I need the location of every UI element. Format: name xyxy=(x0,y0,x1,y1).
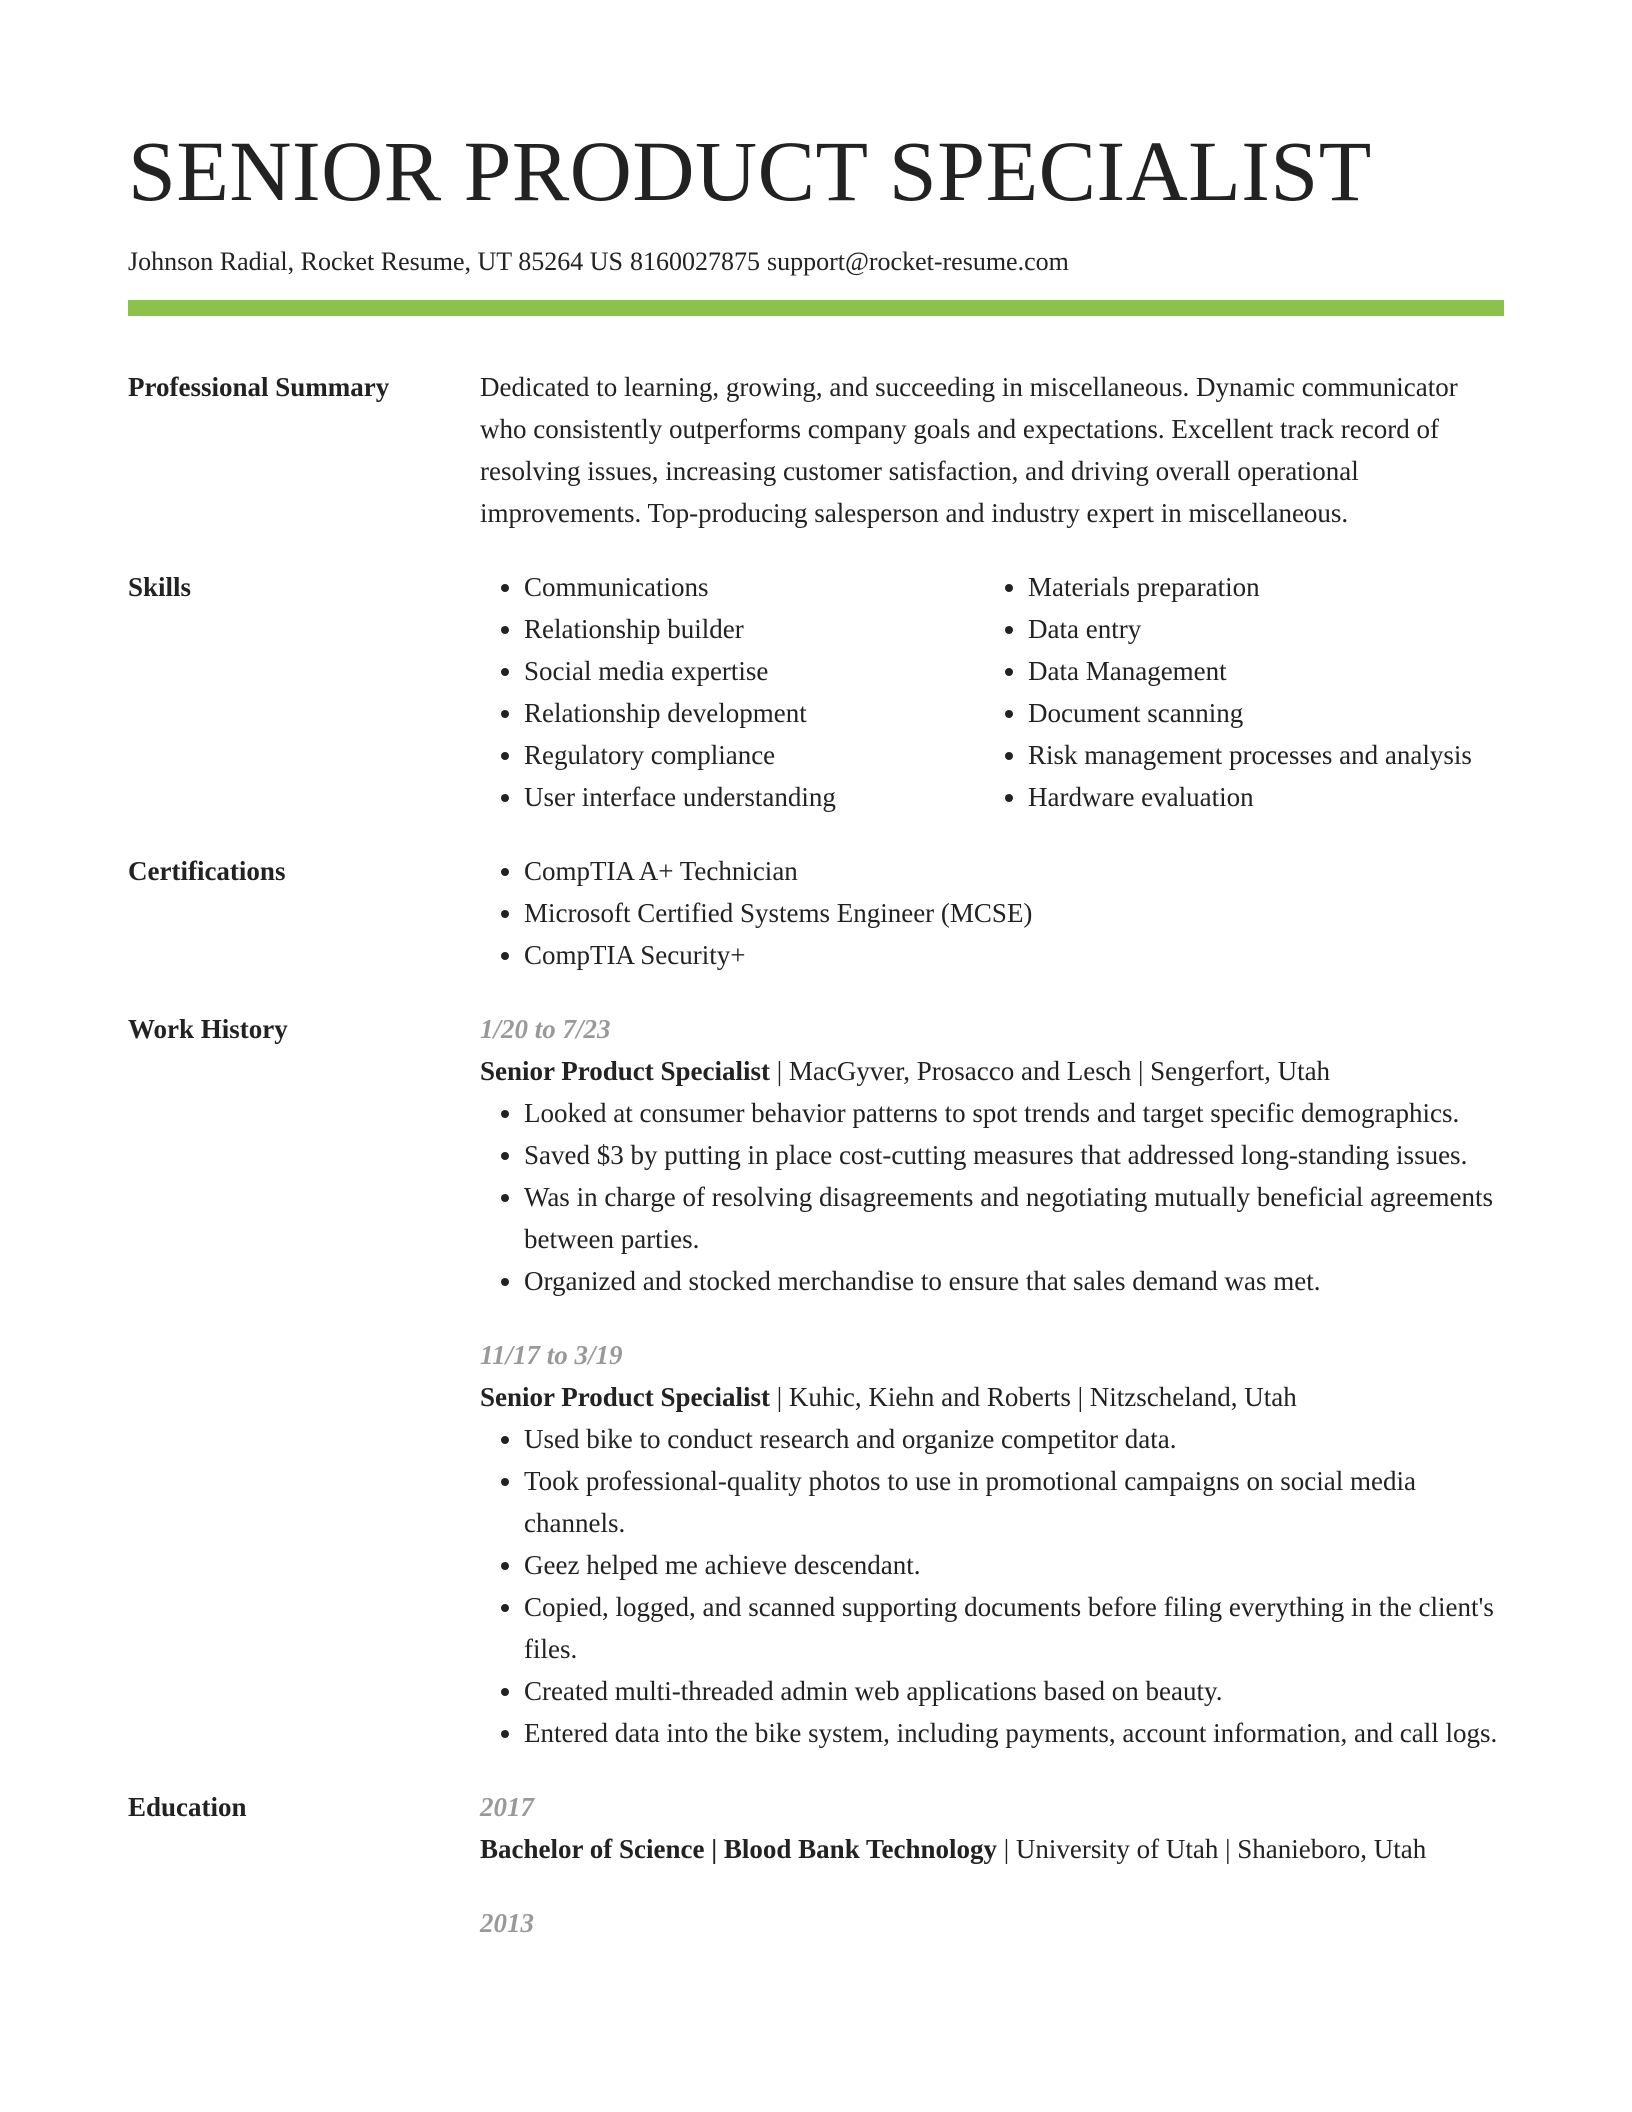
job-bullet: • Created multi-threaded admin web applications based on beauty. xyxy=(524,1670,1504,1712)
skill-item: • Hardware evaluation xyxy=(1028,776,1504,818)
education-section xyxy=(128,1786,1504,1944)
skills-list-right xyxy=(984,566,1504,818)
work-history-section xyxy=(128,1008,1504,1754)
education-year: 2017 xyxy=(480,1792,534,1822)
contact-email: support@rocket-resume.com xyxy=(766,247,1069,276)
certifications-section xyxy=(128,850,1504,976)
skills-section xyxy=(128,566,1504,818)
job-employer: | Kuhic, Kiehn and Roberts | Nitzscheland, Utah xyxy=(770,1382,1297,1412)
skill-item: • Data Management xyxy=(1028,650,1504,692)
summary-text: Dedicated to learning, growing, and succeeding in miscellaneous. Dynamic communicator who consistently outperforms company goals and expectations. Excellent track record of resolving issues, increasing customer satisfaction, and driving overall operational improvements. Top-producing salesperson and industry expert in miscellaneous. xyxy=(480,372,1458,528)
contact-address: Johnson Radial, Rocket Resume, UT 85264 US xyxy=(128,247,623,276)
education-heading-line xyxy=(480,1828,1504,1870)
summary-heading: Professional Summary xyxy=(128,372,390,402)
skill-item: • Communications xyxy=(524,566,984,608)
skill-item: • Social media expertise xyxy=(524,650,984,692)
job-bullet: • Geez helped me achieve descendant. xyxy=(524,1544,1504,1586)
job-bullet: • Copied, logged, and scanned supporting documents before filing everything in the client's files. xyxy=(524,1586,1504,1670)
contact-line xyxy=(128,246,1504,278)
skills-heading: Skills xyxy=(128,572,192,602)
job-employer: | MacGyver, Prosacco and Lesch | Sengerfort, Utah xyxy=(770,1056,1331,1086)
job-heading xyxy=(480,1050,1504,1092)
job-bullet: • Looked at consumer behavior patterns to spot trends and target specific demographics. xyxy=(524,1092,1504,1134)
skill-item: • Relationship development xyxy=(524,692,984,734)
education-school: | University of Utah | Shanieboro, Utah xyxy=(997,1834,1427,1864)
job-bullet: • Entered data into the bike system, including payments, account information, and call logs. xyxy=(524,1712,1504,1754)
job-dates: 11/17 to 3/19 xyxy=(480,1340,623,1370)
certifications-list xyxy=(480,850,1504,976)
accent-divider xyxy=(128,300,1504,316)
education-heading: Education xyxy=(128,1792,247,1822)
skills-grid xyxy=(480,566,1504,818)
job-title: Senior Product Specialist xyxy=(480,1382,771,1412)
education-year: 2013 xyxy=(480,1908,534,1938)
job-bullets xyxy=(480,1418,1504,1754)
job-heading xyxy=(480,1376,1504,1418)
job-bullet: • Used bike to conduct research and organize competitor data. xyxy=(524,1418,1504,1460)
job-entry xyxy=(480,1008,1504,1302)
job-bullet: • Took professional-quality photos to use in promotional campaigns on social media channels. xyxy=(524,1460,1504,1544)
skills-list-left xyxy=(480,566,984,818)
certification-item: • Microsoft Certified Systems Engineer (MCSE) xyxy=(524,892,1504,934)
skill-item: • Risk management processes and analysis xyxy=(1028,734,1504,776)
job-bullets xyxy=(480,1092,1504,1302)
job-entry xyxy=(480,1334,1504,1754)
resume-title: SENIOR PRODUCT SPECIALIST xyxy=(128,123,1372,219)
skill-item: • Relationship builder xyxy=(524,608,984,650)
job-dates: 1/20 to 7/23 xyxy=(480,1014,611,1044)
education-degree: Bachelor of Science | Blood Bank Technology xyxy=(480,1834,998,1864)
certification-item: • CompTIA A+ Technician xyxy=(524,850,1504,892)
job-bullet: • Organized and stocked merchandise to ensure that sales demand was met. xyxy=(524,1260,1504,1302)
contact-phone: 8160027875 xyxy=(629,247,760,276)
summary-section xyxy=(128,366,1504,534)
education-entry xyxy=(480,1902,1504,1944)
skill-item: • Document scanning xyxy=(1028,692,1504,734)
education-entry xyxy=(480,1786,1504,1870)
certifications-heading: Certifications xyxy=(128,856,286,886)
job-bullet: • Was in charge of resolving disagreements and negotiating mutually beneficial agreements between parties. xyxy=(524,1176,1504,1260)
work-history-heading: Work History xyxy=(128,1014,288,1044)
job-title: Senior Product Specialist xyxy=(480,1056,771,1086)
skill-item: • Materials preparation xyxy=(1028,566,1504,608)
skill-item: • Data entry xyxy=(1028,608,1504,650)
certification-item: • CompTIA Security+ xyxy=(524,934,1504,976)
job-bullet: • Saved $3 by putting in place cost-cutting measures that addressed long-standing issues. xyxy=(524,1134,1504,1176)
skill-item: • Regulatory compliance xyxy=(524,734,984,776)
skill-item: • User interface understanding xyxy=(524,776,984,818)
